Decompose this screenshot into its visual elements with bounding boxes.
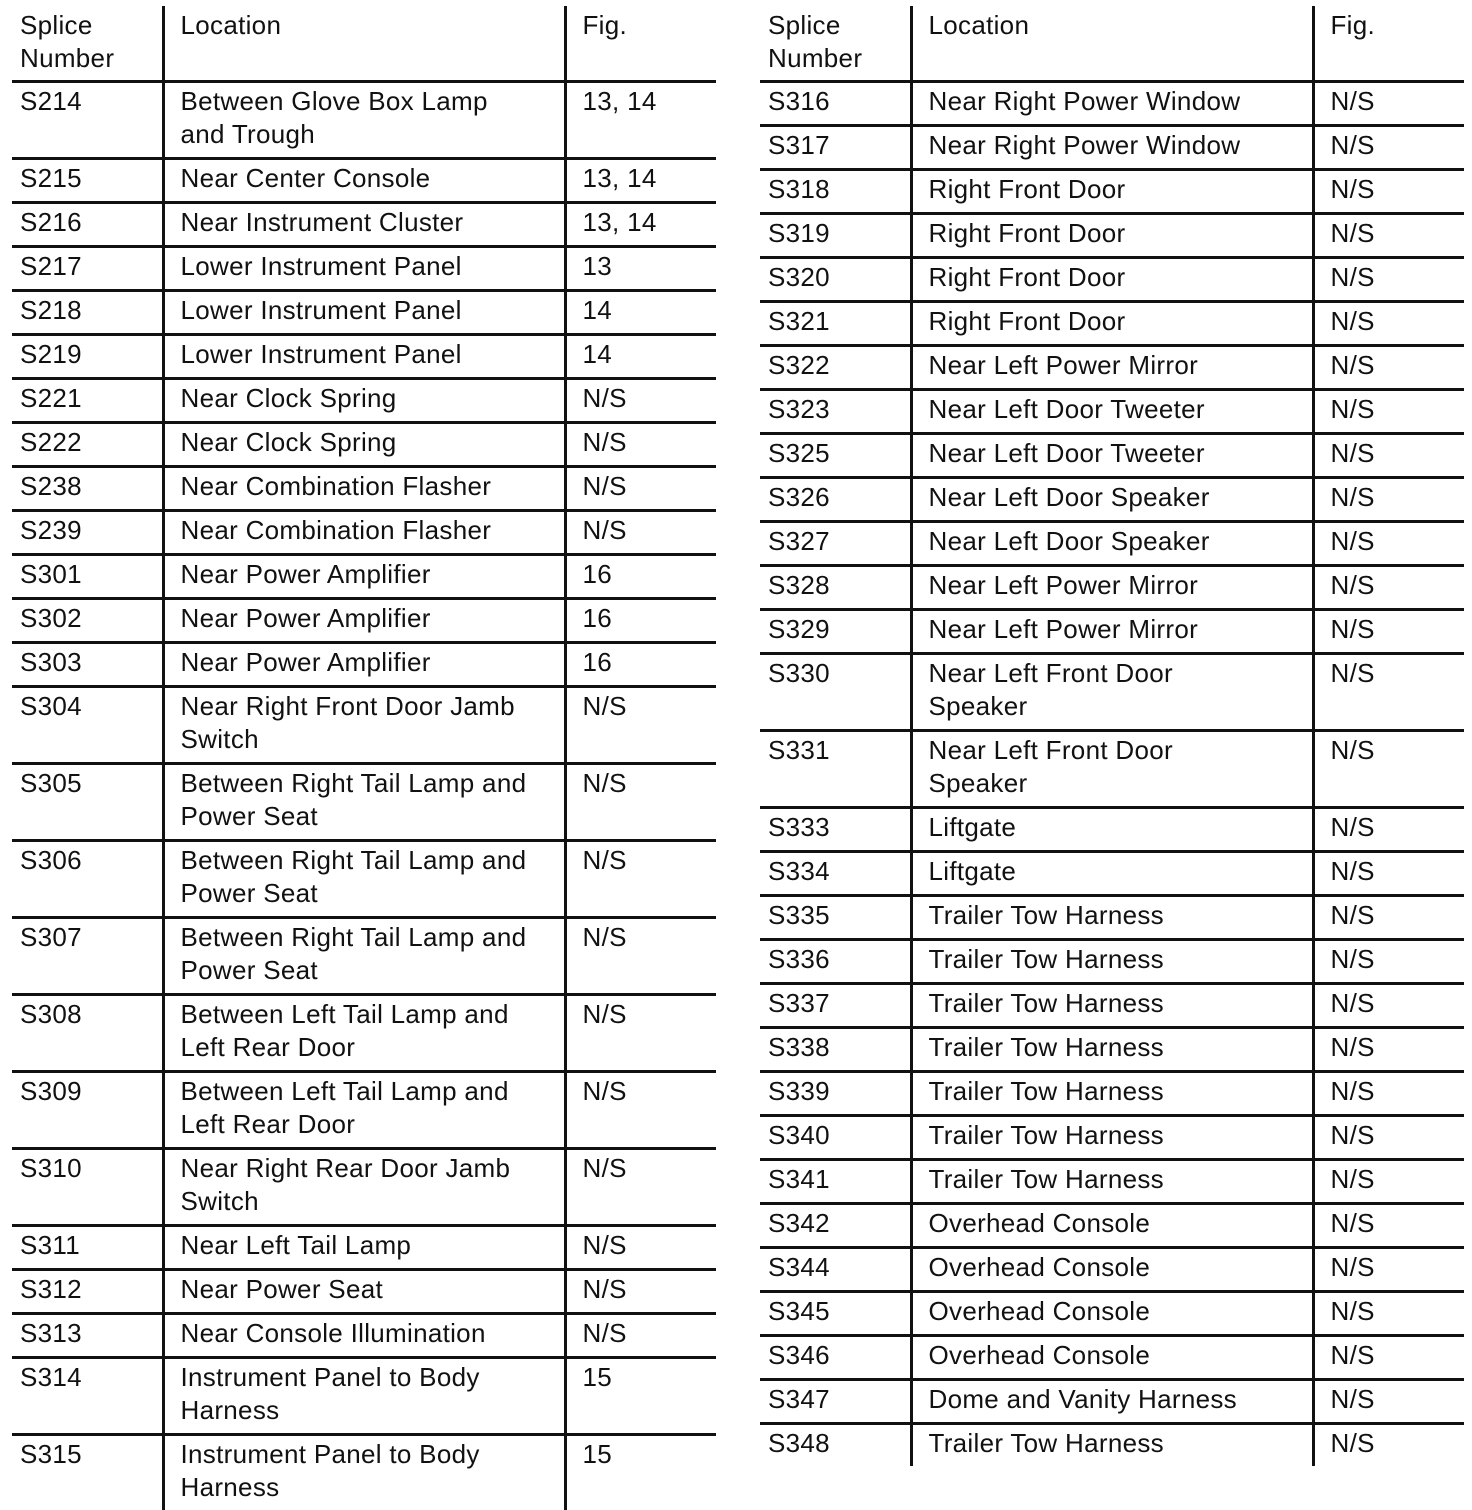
- location-cell: Near Left Door Speaker: [911, 478, 1313, 522]
- location-cell: Near Power Amplifier: [163, 599, 565, 643]
- splice-number-cell: S218: [12, 291, 163, 335]
- splice-number-cell: S347: [760, 1380, 911, 1424]
- location-cell: Dome and Vanity Harness: [911, 1380, 1313, 1424]
- splice-number-cell: S302: [12, 599, 163, 643]
- header-splice-number-label: Splice Number: [768, 10, 862, 73]
- location-cell: Trailer Tow Harness: [911, 1028, 1313, 1072]
- splice-number-cell: S316: [760, 82, 911, 126]
- location-cell: Between Left Tail Lamp and Left Rear Door: [163, 995, 565, 1072]
- location-cell: Between Right Tail Lamp and Power Seat: [163, 841, 565, 918]
- fig-cell: N/S: [1313, 126, 1464, 170]
- splice-number-cell: S344: [760, 1248, 911, 1292]
- fig-cell: N/S: [1313, 390, 1464, 434]
- location-cell: Trailer Tow Harness: [911, 896, 1313, 940]
- location-cell: Between Right Tail Lamp and Power Seat: [163, 764, 565, 841]
- table-row: [760, 522, 1464, 566]
- location-cell: Near Left Power Mirror: [911, 610, 1313, 654]
- fig-cell: N/S: [1313, 434, 1464, 478]
- table-header: [12, 6, 716, 82]
- fig-cell: N/S: [1313, 852, 1464, 896]
- fig-cell: N/S: [565, 1314, 716, 1358]
- location-cell: Near Left Front Door Speaker: [911, 731, 1313, 808]
- splice-number-cell: S238: [12, 467, 163, 511]
- table-row: [12, 1226, 716, 1270]
- header-row: [760, 6, 1464, 82]
- table-row: [12, 423, 716, 467]
- fig-cell: N/S: [565, 1270, 716, 1314]
- splice-number-cell: S312: [12, 1270, 163, 1314]
- table-row: [12, 1314, 716, 1358]
- splice-number-cell: S308: [12, 995, 163, 1072]
- fig-cell: N/S: [1313, 1028, 1464, 1072]
- table-row: [12, 511, 716, 555]
- splice-number-cell: S346: [760, 1336, 911, 1380]
- table-row: [12, 1435, 716, 1510]
- fig-cell: 13, 14: [565, 203, 716, 247]
- table-row: [760, 654, 1464, 731]
- table-row: [760, 1204, 1464, 1248]
- splice-number-cell: S328: [760, 566, 911, 610]
- location-cell: Trailer Tow Harness: [911, 1072, 1313, 1116]
- location-cell: Near Right Rear Door Jamb Switch: [163, 1149, 565, 1226]
- location-cell: Between Right Tail Lamp and Power Seat: [163, 918, 565, 995]
- location-cell: Near Combination Flasher: [163, 511, 565, 555]
- header-row: [12, 6, 716, 82]
- location-cell: Overhead Console: [911, 1248, 1313, 1292]
- table-row: [12, 643, 716, 687]
- splice-number-cell: S303: [12, 643, 163, 687]
- table-row: [760, 478, 1464, 522]
- fig-cell: N/S: [1313, 82, 1464, 126]
- location-cell: Near Instrument Cluster: [163, 203, 565, 247]
- splice-number-cell: S239: [12, 511, 163, 555]
- table-row: [12, 247, 716, 291]
- location-cell: Near Power Seat: [163, 1270, 565, 1314]
- fig-cell: N/S: [1313, 654, 1464, 731]
- table-row: [760, 1028, 1464, 1072]
- fig-cell: N/S: [1313, 258, 1464, 302]
- table-header: [760, 6, 1464, 82]
- fig-cell: N/S: [565, 379, 716, 423]
- fig-cell: 13, 14: [565, 82, 716, 159]
- splice-number-cell: S336: [760, 940, 911, 984]
- splice-number-cell: S307: [12, 918, 163, 995]
- splice-number-cell: S340: [760, 1116, 911, 1160]
- fig-cell: 14: [565, 335, 716, 379]
- table-row: [12, 764, 716, 841]
- table-row: [760, 610, 1464, 654]
- table-row: [12, 918, 716, 995]
- header-location-label: Location: [181, 10, 282, 40]
- fig-cell: N/S: [1313, 170, 1464, 214]
- splice-number-cell: S341: [760, 1160, 911, 1204]
- table-row: [12, 379, 716, 423]
- fig-cell: N/S: [565, 1226, 716, 1270]
- splice-number-cell: S322: [760, 346, 911, 390]
- location-cell: Near Left Front Door Speaker: [911, 654, 1313, 731]
- table-body: [12, 82, 716, 1510]
- splice-number-cell: S333: [760, 808, 911, 852]
- splice-number-cell: S323: [760, 390, 911, 434]
- header-fig-label: Fig.: [1331, 10, 1376, 40]
- table-row: [12, 687, 716, 764]
- header-fig: [1313, 6, 1464, 82]
- fig-cell: N/S: [1313, 522, 1464, 566]
- fig-cell: N/S: [1313, 1336, 1464, 1380]
- table-row: [12, 82, 716, 159]
- splice-number-cell: S335: [760, 896, 911, 940]
- table-row: [760, 1116, 1464, 1160]
- fig-cell: N/S: [1313, 610, 1464, 654]
- splice-number-cell: S348: [760, 1424, 911, 1467]
- splice-number-cell: S216: [12, 203, 163, 247]
- splice-number-cell: S327: [760, 522, 911, 566]
- table-row: [12, 1270, 716, 1314]
- splice-number-cell: S326: [760, 478, 911, 522]
- splice-number-cell: S334: [760, 852, 911, 896]
- fig-cell: 15: [565, 1358, 716, 1435]
- splice-number-cell: S330: [760, 654, 911, 731]
- fig-cell: N/S: [1313, 808, 1464, 852]
- table-row: [760, 126, 1464, 170]
- header-location: [911, 6, 1313, 82]
- fig-cell: N/S: [1313, 1160, 1464, 1204]
- location-cell: Right Front Door: [911, 170, 1313, 214]
- splice-number-cell: S313: [12, 1314, 163, 1358]
- fig-cell: 14: [565, 291, 716, 335]
- table-row: [760, 390, 1464, 434]
- table-row: [760, 214, 1464, 258]
- splice-number-cell: S320: [760, 258, 911, 302]
- fig-cell: N/S: [565, 764, 716, 841]
- fig-cell: N/S: [565, 918, 716, 995]
- table-row: [760, 566, 1464, 610]
- fig-cell: N/S: [1313, 478, 1464, 522]
- location-cell: Liftgate: [911, 852, 1313, 896]
- splice-number-cell: S338: [760, 1028, 911, 1072]
- fig-cell: N/S: [1313, 984, 1464, 1028]
- splice-number-cell: S301: [12, 555, 163, 599]
- fig-cell: N/S: [1313, 302, 1464, 346]
- splice-number-cell: S222: [12, 423, 163, 467]
- fig-cell: 16: [565, 555, 716, 599]
- splice-number-cell: S309: [12, 1072, 163, 1149]
- fig-cell: N/S: [565, 511, 716, 555]
- splice-number-cell: S345: [760, 1292, 911, 1336]
- splice-number-cell: S329: [760, 610, 911, 654]
- fig-cell: 13, 14: [565, 159, 716, 203]
- header-splice-number: [12, 6, 163, 82]
- table-row: [760, 940, 1464, 984]
- location-cell: Near Power Amplifier: [163, 643, 565, 687]
- table-row: [12, 335, 716, 379]
- table-row: [760, 1380, 1464, 1424]
- location-cell: Near Left Door Tweeter: [911, 434, 1313, 478]
- fig-cell: N/S: [1313, 731, 1464, 808]
- table-row: [12, 995, 716, 1072]
- location-cell: Lower Instrument Panel: [163, 291, 565, 335]
- table-row: [760, 1424, 1464, 1467]
- splice-number-cell: S306: [12, 841, 163, 918]
- fig-cell: N/S: [1313, 566, 1464, 610]
- table-row: [12, 203, 716, 247]
- fig-cell: N/S: [1313, 1424, 1464, 1467]
- table-row: [760, 731, 1464, 808]
- table-row: [760, 170, 1464, 214]
- splice-number-cell: S314: [12, 1358, 163, 1435]
- location-cell: Right Front Door: [911, 214, 1313, 258]
- table-body: [760, 82, 1464, 1467]
- location-cell: Near Right Power Window: [911, 82, 1313, 126]
- location-cell: Instrument Panel to Body Harness: [163, 1435, 565, 1510]
- table-row: [12, 1149, 716, 1226]
- location-cell: Near Left Power Mirror: [911, 566, 1313, 610]
- splice-number-cell: S342: [760, 1204, 911, 1248]
- fig-cell: N/S: [1313, 1248, 1464, 1292]
- location-cell: Near Power Amplifier: [163, 555, 565, 599]
- location-cell: Near Left Door Speaker: [911, 522, 1313, 566]
- table-row: [760, 1072, 1464, 1116]
- location-cell: Lower Instrument Panel: [163, 247, 565, 291]
- header-fig: [565, 6, 716, 82]
- table-row: [12, 599, 716, 643]
- table-row: [12, 291, 716, 335]
- header-splice-number-label: Splice Number: [20, 10, 114, 73]
- location-cell: Near Left Tail Lamp: [163, 1226, 565, 1270]
- table-row: [760, 1336, 1464, 1380]
- location-cell: Near Left Door Tweeter: [911, 390, 1313, 434]
- location-cell: Near Right Power Window: [911, 126, 1313, 170]
- fig-cell: N/S: [1313, 1072, 1464, 1116]
- table-row: [12, 467, 716, 511]
- header-location: [163, 6, 565, 82]
- location-cell: Trailer Tow Harness: [911, 1116, 1313, 1160]
- splice-number-cell: S311: [12, 1226, 163, 1270]
- splice-number-cell: S310: [12, 1149, 163, 1226]
- fig-cell: 15: [565, 1435, 716, 1510]
- table-row: [12, 555, 716, 599]
- location-cell: Trailer Tow Harness: [911, 1424, 1313, 1467]
- splice-table-left: [12, 6, 716, 1510]
- splice-number-cell: S217: [12, 247, 163, 291]
- splice-number-cell: S331: [760, 731, 911, 808]
- splice-number-cell: S215: [12, 159, 163, 203]
- splice-number-cell: S317: [760, 126, 911, 170]
- table-row: [760, 258, 1464, 302]
- location-cell: Trailer Tow Harness: [911, 1160, 1313, 1204]
- location-cell: Overhead Console: [911, 1292, 1313, 1336]
- fig-cell: N/S: [565, 995, 716, 1072]
- fig-cell: N/S: [565, 687, 716, 764]
- splice-number-cell: S325: [760, 434, 911, 478]
- header-location-label: Location: [929, 10, 1030, 40]
- fig-cell: N/S: [1313, 1380, 1464, 1424]
- table-row: [760, 808, 1464, 852]
- table-row: [760, 852, 1464, 896]
- location-cell: Near Console Illumination: [163, 1314, 565, 1358]
- splice-number-cell: S318: [760, 170, 911, 214]
- table-row: [760, 1292, 1464, 1336]
- fig-cell: 16: [565, 643, 716, 687]
- location-cell: Overhead Console: [911, 1336, 1313, 1380]
- fig-cell: N/S: [1313, 346, 1464, 390]
- table-row: [760, 1160, 1464, 1204]
- table-row: [12, 1358, 716, 1435]
- table-row: [760, 896, 1464, 940]
- splice-number-cell: S304: [12, 687, 163, 764]
- splice-number-cell: S214: [12, 82, 163, 159]
- table-row: [760, 302, 1464, 346]
- fig-cell: N/S: [1313, 940, 1464, 984]
- header-fig-label: Fig.: [583, 10, 628, 40]
- location-cell: Lower Instrument Panel: [163, 335, 565, 379]
- location-cell: Liftgate: [911, 808, 1313, 852]
- location-cell: Between Left Tail Lamp and Left Rear Door: [163, 1072, 565, 1149]
- splice-number-cell: S319: [760, 214, 911, 258]
- splice-number-cell: S219: [12, 335, 163, 379]
- table-row: [760, 1248, 1464, 1292]
- table-row: [760, 346, 1464, 390]
- location-cell: Trailer Tow Harness: [911, 940, 1313, 984]
- location-cell: Trailer Tow Harness: [911, 984, 1313, 1028]
- location-cell: Near Combination Flasher: [163, 467, 565, 511]
- fig-cell: N/S: [565, 423, 716, 467]
- table-row: [760, 434, 1464, 478]
- fig-cell: N/S: [565, 467, 716, 511]
- table-row: [760, 984, 1464, 1028]
- location-cell: Between Glove Box Lamp and Trough: [163, 82, 565, 159]
- location-cell: Near Clock Spring: [163, 423, 565, 467]
- splice-number-cell: S315: [12, 1435, 163, 1510]
- splice-number-cell: S321: [760, 302, 911, 346]
- location-cell: Overhead Console: [911, 1204, 1313, 1248]
- fig-cell: N/S: [1313, 1204, 1464, 1248]
- splice-number-cell: S337: [760, 984, 911, 1028]
- fig-cell: N/S: [1313, 1116, 1464, 1160]
- table-row: [760, 82, 1464, 126]
- location-cell: Near Center Console: [163, 159, 565, 203]
- splice-number-cell: S339: [760, 1072, 911, 1116]
- fig-cell: 16: [565, 599, 716, 643]
- location-cell: Right Front Door: [911, 258, 1313, 302]
- location-cell: Instrument Panel to Body Harness: [163, 1358, 565, 1435]
- location-cell: Near Right Front Door Jamb Switch: [163, 687, 565, 764]
- table-row: [12, 841, 716, 918]
- location-cell: Near Clock Spring: [163, 379, 565, 423]
- splice-number-cell: S221: [12, 379, 163, 423]
- fig-cell: 13: [565, 247, 716, 291]
- fig-cell: N/S: [565, 1072, 716, 1149]
- location-cell: Near Left Power Mirror: [911, 346, 1313, 390]
- fig-cell: N/S: [565, 1149, 716, 1226]
- header-splice-number: [760, 6, 911, 82]
- fig-cell: N/S: [1313, 1292, 1464, 1336]
- fig-cell: N/S: [1313, 214, 1464, 258]
- table-row: [12, 1072, 716, 1149]
- location-cell: Right Front Door: [911, 302, 1313, 346]
- splice-table-right: [760, 6, 1464, 1466]
- fig-cell: N/S: [1313, 896, 1464, 940]
- splice-number-cell: S305: [12, 764, 163, 841]
- fig-cell: N/S: [565, 841, 716, 918]
- table-row: [12, 159, 716, 203]
